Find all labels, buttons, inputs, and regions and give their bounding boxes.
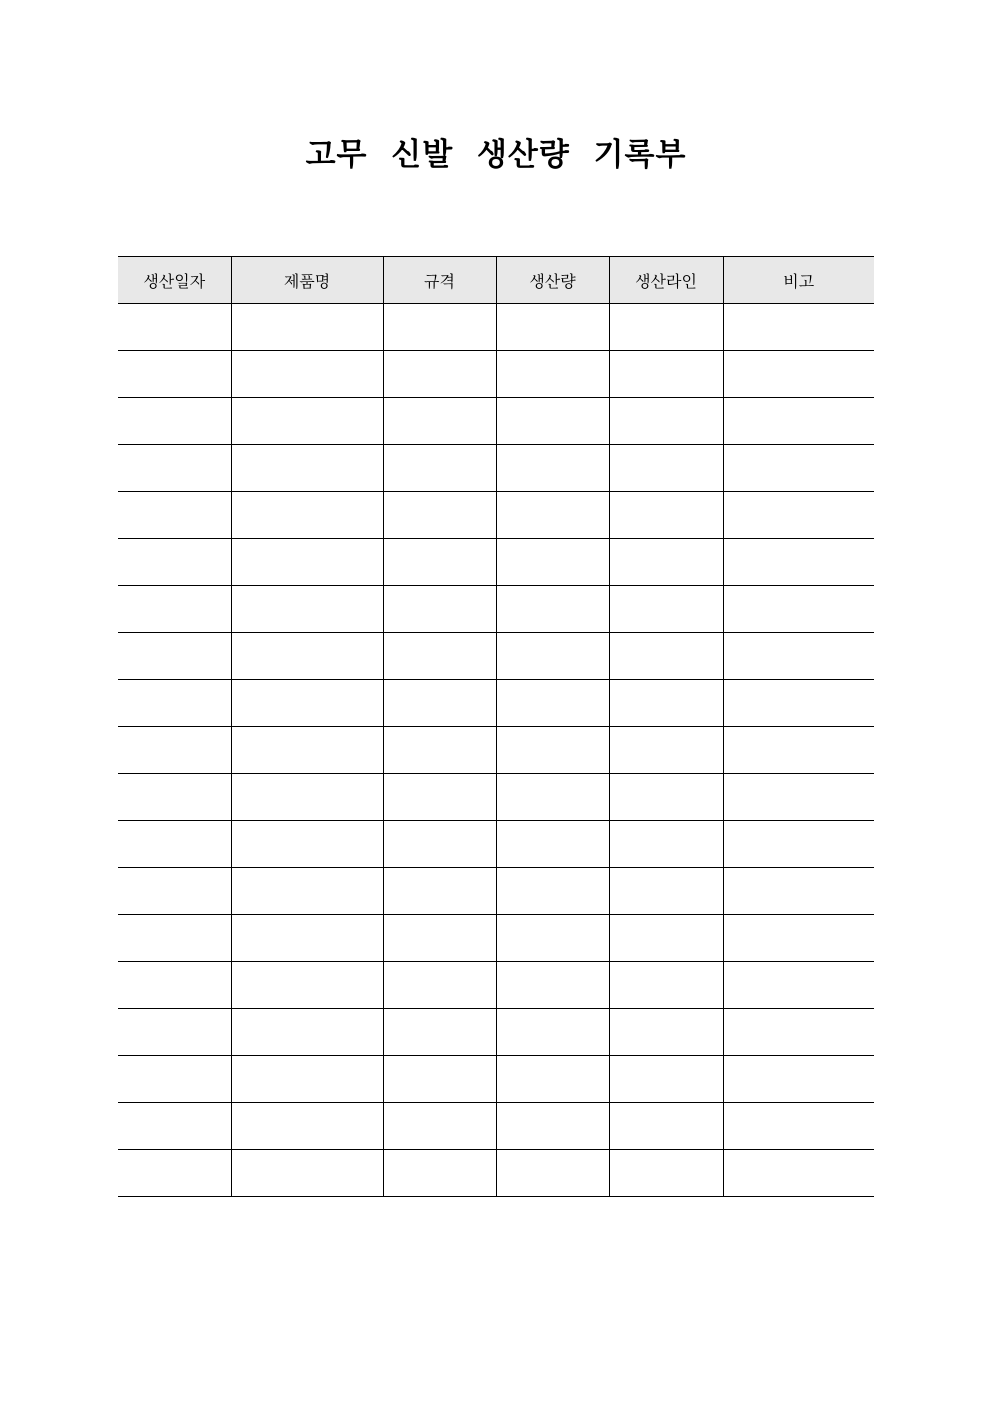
cell-production-quantity[interactable] xyxy=(496,445,609,492)
cell-specification[interactable] xyxy=(383,774,496,821)
cell-specification[interactable] xyxy=(383,1056,496,1103)
cell-specification[interactable] xyxy=(383,398,496,445)
cell-product-name[interactable] xyxy=(231,868,383,915)
cell-production-date[interactable] xyxy=(118,351,231,398)
cell-production-quantity[interactable] xyxy=(496,304,609,351)
cell-production-date[interactable] xyxy=(118,586,231,633)
table-row xyxy=(118,445,874,492)
cell-remarks[interactable] xyxy=(723,539,874,586)
cell-specification[interactable] xyxy=(383,445,496,492)
table-row xyxy=(118,351,874,398)
table-row xyxy=(118,1056,874,1103)
cell-remarks[interactable] xyxy=(723,1056,874,1103)
cell-production-line[interactable] xyxy=(609,915,723,962)
cell-specification[interactable] xyxy=(383,915,496,962)
cell-production-line[interactable] xyxy=(609,492,723,539)
cell-specification[interactable] xyxy=(383,821,496,868)
cell-production-line[interactable] xyxy=(609,1150,723,1197)
cell-specification[interactable] xyxy=(383,1150,496,1197)
cell-remarks[interactable] xyxy=(723,1150,874,1197)
cell-production-date[interactable] xyxy=(118,1009,231,1056)
cell-production-quantity[interactable] xyxy=(496,868,609,915)
header-row xyxy=(118,257,874,304)
cell-product-name[interactable] xyxy=(231,962,383,1009)
cell-production-line[interactable] xyxy=(609,586,723,633)
table-row xyxy=(118,1150,874,1197)
cell-product-name[interactable] xyxy=(231,774,383,821)
cell-product-name[interactable] xyxy=(231,1150,383,1197)
cell-production-quantity[interactable] xyxy=(496,962,609,1009)
cell-remarks[interactable] xyxy=(723,633,874,680)
cell-production-date[interactable] xyxy=(118,774,231,821)
table-row xyxy=(118,868,874,915)
cell-remarks[interactable] xyxy=(723,1103,874,1150)
cell-product-name[interactable] xyxy=(231,492,383,539)
cell-production-line[interactable] xyxy=(609,351,723,398)
table-row xyxy=(118,1103,874,1150)
cell-production-date[interactable] xyxy=(118,539,231,586)
cell-product-name[interactable] xyxy=(231,1056,383,1103)
cell-production-date[interactable] xyxy=(118,492,231,539)
cell-remarks[interactable] xyxy=(723,774,874,821)
cell-production-quantity[interactable] xyxy=(496,492,609,539)
cell-product-name[interactable] xyxy=(231,633,383,680)
cell-product-name[interactable] xyxy=(231,1103,383,1150)
cell-product-name[interactable] xyxy=(231,680,383,727)
cell-product-name[interactable] xyxy=(231,539,383,586)
cell-specification[interactable] xyxy=(383,680,496,727)
cell-production-quantity[interactable] xyxy=(496,1103,609,1150)
cell-production-quantity[interactable] xyxy=(496,633,609,680)
cell-specification[interactable] xyxy=(383,727,496,774)
cell-production-date[interactable] xyxy=(118,868,231,915)
cell-specification[interactable] xyxy=(383,868,496,915)
cell-specification[interactable] xyxy=(383,962,496,1009)
cell-production-line[interactable] xyxy=(609,868,723,915)
table-header xyxy=(118,257,874,304)
cell-production-date[interactable] xyxy=(118,304,231,351)
table-row xyxy=(118,633,874,680)
cell-remarks[interactable] xyxy=(723,915,874,962)
cell-remarks[interactable] xyxy=(723,962,874,1009)
column-header-production-date: 생산일자 xyxy=(118,257,231,304)
cell-production-quantity[interactable] xyxy=(496,1009,609,1056)
cell-remarks[interactable] xyxy=(723,868,874,915)
cell-production-date[interactable] xyxy=(118,1056,231,1103)
cell-production-line[interactable] xyxy=(609,445,723,492)
table-row xyxy=(118,398,874,445)
cell-production-line[interactable] xyxy=(609,821,723,868)
cell-production-date[interactable] xyxy=(118,1150,231,1197)
cell-product-name[interactable] xyxy=(231,304,383,351)
cell-remarks[interactable] xyxy=(723,680,874,727)
cell-remarks[interactable] xyxy=(723,1009,874,1056)
cell-product-name[interactable] xyxy=(231,445,383,492)
cell-product-name[interactable] xyxy=(231,351,383,398)
cell-remarks[interactable] xyxy=(723,351,874,398)
cell-production-date[interactable] xyxy=(118,727,231,774)
cell-production-date[interactable] xyxy=(118,1103,231,1150)
cell-production-line[interactable] xyxy=(609,398,723,445)
table-row xyxy=(118,962,874,1009)
cell-production-date[interactable] xyxy=(118,821,231,868)
cell-remarks[interactable] xyxy=(723,398,874,445)
cell-production-quantity[interactable] xyxy=(496,351,609,398)
cell-production-line[interactable] xyxy=(609,774,723,821)
cell-production-line[interactable] xyxy=(609,1056,723,1103)
cell-production-quantity[interactable] xyxy=(496,821,609,868)
cell-remarks[interactable] xyxy=(723,586,874,633)
cell-production-date[interactable] xyxy=(118,398,231,445)
cell-product-name[interactable] xyxy=(231,915,383,962)
cell-production-line[interactable] xyxy=(609,680,723,727)
cell-remarks[interactable] xyxy=(723,304,874,351)
table-row xyxy=(118,915,874,962)
cell-remarks[interactable] xyxy=(723,727,874,774)
cell-production-date[interactable] xyxy=(118,915,231,962)
column-header-remarks: 비고 xyxy=(723,257,874,304)
cell-remarks[interactable] xyxy=(723,445,874,492)
cell-product-name[interactable] xyxy=(231,727,383,774)
cell-remarks[interactable] xyxy=(723,492,874,539)
table-row xyxy=(118,586,874,633)
table-row xyxy=(118,774,874,821)
cell-product-name[interactable] xyxy=(231,586,383,633)
table-row xyxy=(118,539,874,586)
cell-production-line[interactable] xyxy=(609,539,723,586)
cell-specification[interactable] xyxy=(383,586,496,633)
cell-production-quantity[interactable] xyxy=(496,915,609,962)
table-row xyxy=(118,727,874,774)
table-body xyxy=(118,304,874,1197)
cell-production-date[interactable] xyxy=(118,680,231,727)
cell-specification[interactable] xyxy=(383,492,496,539)
table-row xyxy=(118,680,874,727)
cell-production-date[interactable] xyxy=(118,633,231,680)
cell-production-quantity[interactable] xyxy=(496,727,609,774)
column-header-production-line: 생산라인 xyxy=(609,257,723,304)
cell-production-line[interactable] xyxy=(609,727,723,774)
cell-production-line[interactable] xyxy=(609,304,723,351)
cell-remarks[interactable] xyxy=(723,821,874,868)
cell-specification[interactable] xyxy=(383,1103,496,1150)
production-log-table xyxy=(118,256,874,1197)
cell-specification[interactable] xyxy=(383,351,496,398)
cell-production-quantity[interactable] xyxy=(496,586,609,633)
cell-production-date[interactable] xyxy=(118,445,231,492)
page-title: 고무 신발 생산량 기록부 xyxy=(305,137,687,173)
table-row xyxy=(118,304,874,351)
column-header-product-name: 제품명 xyxy=(231,257,383,304)
table-row xyxy=(118,821,874,868)
cell-production-line[interactable] xyxy=(609,633,723,680)
cell-production-quantity[interactable] xyxy=(496,1056,609,1103)
cell-production-quantity[interactable] xyxy=(496,774,609,821)
cell-production-line[interactable] xyxy=(609,1103,723,1150)
cell-production-quantity[interactable] xyxy=(496,539,609,586)
cell-specification[interactable] xyxy=(383,304,496,351)
cell-specification[interactable] xyxy=(383,633,496,680)
cell-production-quantity[interactable] xyxy=(496,398,609,445)
cell-production-line[interactable] xyxy=(609,962,723,1009)
column-header-specification: 규격 xyxy=(383,257,496,304)
table-row xyxy=(118,1009,874,1056)
cell-product-name[interactable] xyxy=(231,821,383,868)
cell-production-line[interactable] xyxy=(609,1009,723,1056)
cell-production-date[interactable] xyxy=(118,962,231,1009)
cell-product-name[interactable] xyxy=(231,1009,383,1056)
cell-specification[interactable] xyxy=(383,539,496,586)
cell-production-quantity[interactable] xyxy=(496,1150,609,1197)
column-header-production-quantity: 생산량 xyxy=(496,257,609,304)
cell-production-quantity[interactable] xyxy=(496,680,609,727)
table-row xyxy=(118,492,874,539)
cell-specification[interactable] xyxy=(383,1009,496,1056)
cell-product-name[interactable] xyxy=(231,398,383,445)
